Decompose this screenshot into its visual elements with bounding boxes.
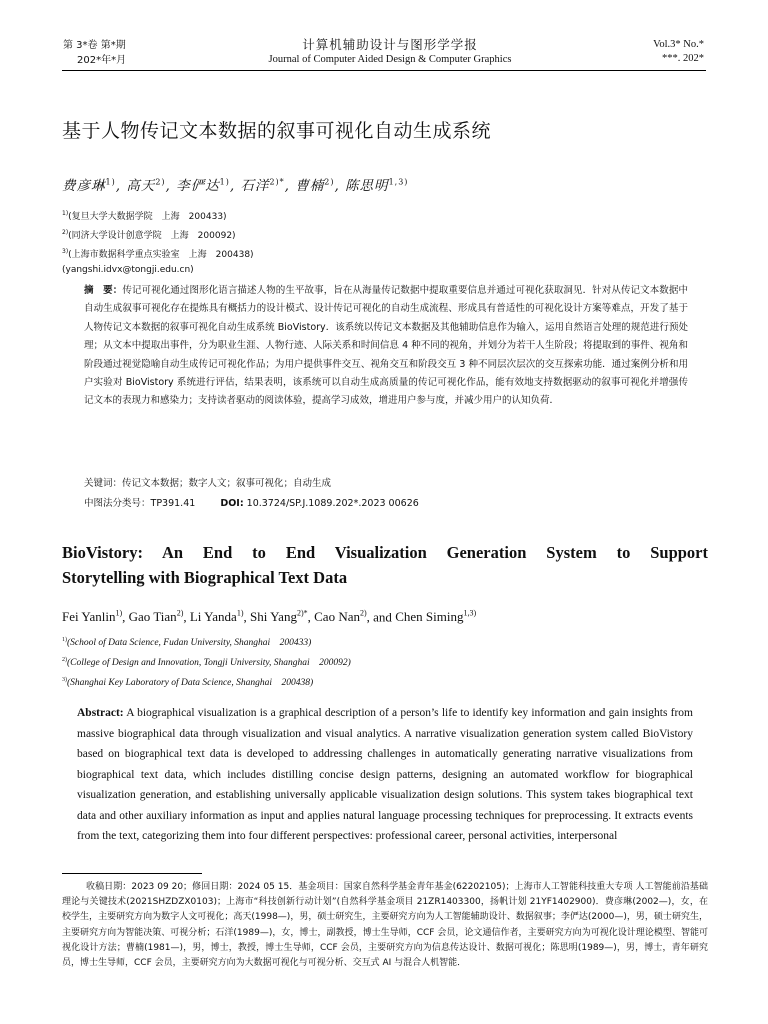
doi-value: 10.3724/SP.J.1089.202*.2023 00626 <box>246 498 419 509</box>
paper-title-cn: 基于人物传记文本数据的叙事可视化自动生成系统 <box>62 120 492 142</box>
author-cn: 高天$^{2)}$ <box>126 177 166 194</box>
abstract-en <box>77 703 693 847</box>
corresponding-email: (yangshi.idvx@tongji.edu.cn) <box>62 265 194 275</box>
author-en: Shi Yang$^{2)*}$ <box>249 609 308 625</box>
author-en: Fei Yanlin$^{1)}$ <box>62 609 123 625</box>
affiliations-en <box>62 632 351 692</box>
affiliation-en: $^{3)}$(Shanghai Key Laboratory of Data Science, Shanghai 200438) <box>62 677 314 689</box>
paper-title-en-line1: BioVistory: An End to End Visualization Generation System to Support <box>62 543 708 562</box>
classification-line <box>84 495 419 513</box>
author-cn: 陈思明$^{1,3)}$ <box>345 177 409 194</box>
journal-name-en: Journal of Computer Aided Design & Computer Graphics <box>268 54 512 65</box>
abstract-cn-text: 传记可视化通过图形化语言描述人物的生平故事，旨在从海量传记数据中提取重要信息并通过可视化获取洞见．针对从传记文本数据中自动生成叙事可视化存在提炼具有概括力的设计模式、设计传记可视化的自动生成流程、形成具有普适性的可视化设计方案等难点，开发了基于人物传记文本数据的叙事可视化自动生成系统 BioVistory．该系统以传记文本数据及其他辅助信息作为输入，运用自然语言处理的规范进行预处理；从文本中提取出事件，分为职业生涯、人物行迹、人际关系和时间信息 4 种不同的视角，并划分为若干人生阶段；将提取到的事件、视角和阶段通过视觉隐喻自动生成传记可视化作品；为用户提供事件交互、视角交互和阶段交互 3 种不同层次层次的交互探索功能．通过案例分析和用户实验对 BioVistory 系统进行评估，结果表明，该系统可以自动生成高质量的传记可视化作品，能有效地支持数据驱动的叙事可视化并增强传记文本的表现力和感染力；支持读者驱动的阅读体验，提高学习成效，增进用户参与度，并减少用户的认知负荷． <box>84 285 688 407</box>
doi-label: DOI: <box>220 498 244 509</box>
paper-title-en-line2: Storytelling with Biographical Text Data <box>62 568 348 587</box>
clc-label: 中图法分类号： <box>84 498 151 509</box>
abstract-en-label: Abstract: <box>77 707 124 719</box>
keywords-cn-label: 关键词： <box>84 478 123 489</box>
author-list-cn: 费彦琳$^{1)}$, 高天$^{2)}$, 李俨达$^{1)}$, 石洋$^{2)*}$, 曹楠$^{2)}$, 陈思明$^{1,3)}$ <box>62 177 409 194</box>
author-en: Li Yanda$^{1)}$ <box>189 609 244 625</box>
author-cn: 石洋$^{2)*}$ <box>240 177 285 194</box>
header-vol-en: Vol.3* No.* <box>653 39 704 50</box>
affiliations-cn <box>62 206 254 278</box>
abstract-cn <box>84 282 688 411</box>
header-date-cn: 202*年*月 <box>77 55 127 66</box>
author-conjunction: and <box>373 609 392 625</box>
paper-title-en <box>62 540 708 590</box>
footnote-rule <box>62 873 202 874</box>
header-volume-en <box>653 38 704 66</box>
author-en: Chen Siming$^{1,3)}$ <box>395 609 477 625</box>
journal-name-cn: 计算机辅助设计与图形学学报 <box>302 37 478 52</box>
author-list-en: Fei Yanlin$^{1)}$, Gao Tian$^{2)}$, Li Yanda$^{1)}$, Shi Yang$^{2)*}$, Cao Nan$^{2)}$, and Chen Siming$^{1,3)}$ <box>62 609 477 625</box>
abstract-cn-label: 摘 要： <box>84 285 123 296</box>
header-journal <box>180 36 600 67</box>
affiliation-cn: $^{2)}$(同济大学设计创意学院 上海 200092) <box>62 229 236 241</box>
header-volume-issue <box>63 38 126 68</box>
keywords-cn-text: 传记文本数据；数字人文；叙事可视化；自动生成 <box>122 478 332 489</box>
clc-code: TP391.41 <box>150 498 196 509</box>
affiliation-cn: $^{3)}$(上海市数据科学重点实验室 上海 200438) <box>62 248 254 260</box>
author-cn: 李俨达$^{1)}$ <box>176 177 230 194</box>
affiliation-en: $^{2)}$(College of Design and Innovation, Tongji University, Shanghai 200092) <box>62 657 351 669</box>
footnote-funding-bios: 收稿日期：2023 09 20；修回日期：2024 05 15．基金项目：国家自然科学基金青年基金(62202105)；上海市人工智能科技重大专项 人工智能前沿基础理论与关键技术(2021SHZDZX0103)；上海市“科技创新行动计划”(自然科学基金项目 21ZR1403300，扬帆计划 21YF1402900)．费彦琳(2002—)，女，在校学生，主要研究方向为数字人文可视化；高天(1998—)，男，硕士研究生，主要研究方向为人工智能辅助设计、数据叙事；李俨达(2000—)，男，硕士研究生，主要研究方向为智能决策、可视分析；石洋(1989—)，女，博士，副教授，博士生导师，CCF 会员，论文通信作者，主要研究方向为可视化设计理论模型、智能可视化设计方法；曹楠(1981—)，男，博士，教授，博士生导师，CCF 会员，主要研究方向为信息传达设计、数据可视化；陈思明(1989—)，男，博士，青年研究员，博士生导师，CCF 会员，主要研究方向为大数据可视化与可视分析、交互式 AI 与混合人机智能． <box>62 882 708 969</box>
author-cn: 曹楠$^{2)}$ <box>295 177 335 194</box>
affiliation-en: $^{1)}$(School of Data Science, Fudan University, Shanghai 200433) <box>62 637 312 649</box>
header-volume-cn: 第 3*卷 第*期 <box>63 40 126 51</box>
header-date-en: ***. 202* <box>662 53 704 64</box>
author-cn: 费彦琳$^{1)}$ <box>62 177 116 194</box>
header-rule <box>62 70 706 71</box>
abstract-en-text: A biographical visualization is a graphical description of a person’s life to identify key information and gain insights from massive biographical data through visualization and visual analytics. A narrative visualization generation system called BioVistory based on biographical text data is developed to addressing challenges in automatically generating narrative visualizations from biographical text data, which includes distilling concise design patterns, designing an automated workflow for biographical visualization generation, and establishing universally applicable visualization design solutions. This system takes biographical text data and other auxiliary information as input and applies natural language processing techniques for preprocessing. It extracts events from the text, categorizing them into four different perspectives: professional career, personal activities, interpersonal <box>77 707 693 842</box>
affiliation-cn: $^{1)}$(复旦大学大数据学院 上海 200433) <box>62 210 227 222</box>
keywords-cn <box>84 475 331 493</box>
author-en: Gao Tian$^{2)}$ <box>128 609 184 625</box>
author-en: Cao Nan$^{2)}$ <box>314 609 367 625</box>
